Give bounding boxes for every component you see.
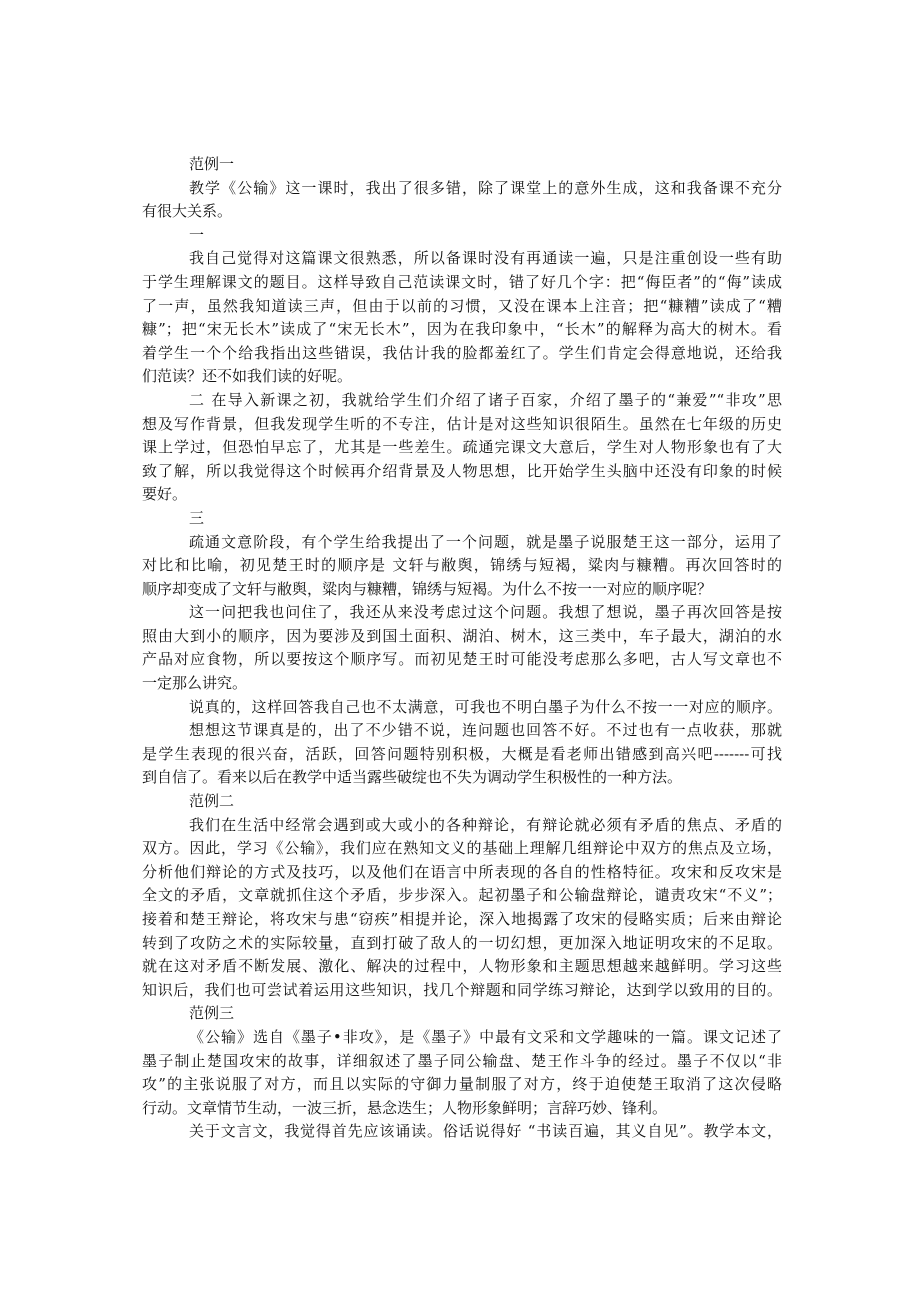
document-page <box>142 153 782 1144</box>
text-line: 范例三 <box>189 1004 235 1023</box>
text-line: 对比和比喻，初见楚王时的顺序是 文轩与敝舆，锦绣与短褐，粱肉与糠糟。再次回答时的 <box>142 556 782 575</box>
text-line: 转到了攻防之术的实际较量，直到打破了敌人的一切幻想，更加深入地证明攻宋的不足取。 <box>142 933 782 952</box>
text-line: 致了解，所以我觉得这个时候再介绍背景及人物思想，比开始学生头脑中还没有印象的时候 <box>142 461 782 480</box>
text-line: 是学生表现的很兴奋，活跃，回答问题特别积极，大概是看老师出错感到高兴吧-------可找 <box>142 744 782 763</box>
text-line: 三 <box>189 508 205 527</box>
text-line: 要好。 <box>142 485 188 504</box>
text-line: 我们在生活中经常会遇到或大或小的各种辩论，有辩论就必须有矛盾的焦点、矛盾的 <box>189 815 782 834</box>
text-line: 攻”的主张说服了对方，而且以实际的守御力量制服了对方，终于迫使楚王取消了这次侵略 <box>142 1075 782 1094</box>
text-line: 说真的，这样回答我自己也不太满意，可我也不明白墨子为什么不按一一对应的顺序。 <box>189 697 782 716</box>
text-line: 疏通文意阶段，有个学生给我提出了一个问题，就是墨子说服楚王这一部分，运用了 <box>189 532 782 551</box>
text-line: 着学生一个个给我指出这些错误，我估计我的脸都羞红了。学生们肯定会得意地说，还给我 <box>142 343 782 362</box>
text-line: 糠”；把“宋无长木”读成了“宋无长木”，因为在我印象中，“长木”的解释为高大的树木。看 <box>142 320 782 339</box>
text-line: 于学生理解课文的题目。这样导致自己范读课文时，错了好几个字：把“侮臣者”的“侮”读成 <box>142 272 782 291</box>
text-line: 这一问把我也问住了，我还从来没考虑过这个问题。我想了想说，墨子再次回答是按 <box>189 603 782 622</box>
text-line: 双方。因此，学习《公输》，我们应在熟知文义的基础上理解几组辩论中双方的焦点及立场， <box>142 839 782 858</box>
text-line: 我自己觉得对这篇课文很熟悉，所以备课时没有再通读一遍，只是注重创设一些有助 <box>189 249 782 268</box>
text-line: 墨子制止楚国攻宋的故事，详细叙述了墨子同公输盘、楚王作斗争的经过。墨子不仅以“非 <box>142 1051 782 1070</box>
text-line: 分析他们辩论的方式及技巧，以及他们在语言中所表现的各自的性格特征。攻宋和反攻宋是 <box>142 862 782 881</box>
text-line: 了一声，虽然我知道读三声，但由于以前的习惯，又没在课本上注音；把“糠糟”读成了“糟 <box>142 296 782 315</box>
text-line: 照由大到小的顺序，因为要涉及到国土面积、湖泊、树木，这三类中，车子最大，湖泊的水 <box>142 626 782 645</box>
text-line: 二 在导入新课之初，我就给学生们介绍了诸子百家，介绍了墨子的“兼爱”“非攻”思 <box>189 390 782 409</box>
text-line: 范例二 <box>189 792 235 811</box>
text-line: 教学《公输》这一课时，我出了很多错，除了课堂上的意外生成，这和我备课不充分 <box>189 178 782 197</box>
text-line: 一 <box>189 225 205 244</box>
text-line: 行动。文章情节生动，一波三折，悬念迭生；人物形象鲜明；言辞巧妙、锋利。 <box>142 1098 668 1117</box>
text-line: 到自信了。看来以后在教学中适当露些破绽也不失为调动学生积极性的一种方法。 <box>142 768 683 787</box>
text-line: 全文的矛盾，文章就抓住这个矛盾，步步深入。起初墨子和公输盘辩论，谴责攻宋“不义”； <box>142 886 782 905</box>
text-line: 《公输》选自《墨子•非攻》，是《墨子》中最有文采和文学趣味的一篇。课文记述了 <box>189 1027 782 1046</box>
text-line: 顺序却变成了文轩与敝舆，粱肉与糠糟，锦绣与短褐。为什么不按一一对应的顺序呢？ <box>142 579 713 598</box>
text-line: 想想这节课真是的，出了不少错不说，连问题也回答不好。不过也有一点收获，那就 <box>189 721 782 740</box>
text-line: 范例一 <box>189 155 235 173</box>
text-line: 课上学过，但恐怕早忘了，尤其是一些差生。疏通完课文大意后，学生对人物形象也有了大 <box>142 438 782 457</box>
text-line: 一定那么讲究。 <box>142 674 248 693</box>
text-line: 接着和楚王辩论，将攻宋与患“窃疾”相提并论，深入地揭露了攻宋的侵略实质；后来由辩论 <box>142 910 782 928</box>
text-line: 就在这对矛盾不断发展、激化、解决的过程中，人物形象和主题思想越来越鲜明。学习这些 <box>142 957 782 976</box>
text-line: 们范读？还不如我们读的好呢。 <box>142 367 353 386</box>
text-line: 知识后，我们也可尝试着运用这些知识，找几个辩题和同学练习辩论，达到学以致用的目的。 <box>142 980 782 999</box>
text-line: 想及写作背景，但我发现学生听的不专注，估计是对这些知识很陌生。虽然在七年级的历史 <box>142 414 782 433</box>
text-line: 有很大关系。 <box>142 202 233 221</box>
text-line: 产品对应食物，所以要按这个顺序写。而初见楚王时可能没考虑那么多吧，古人写文章也不 <box>142 650 782 669</box>
text-line: 关于文言文，我觉得首先应该诵读。俗话说得好 “书读百遍，其义自见”。教学本文， <box>189 1122 782 1141</box>
